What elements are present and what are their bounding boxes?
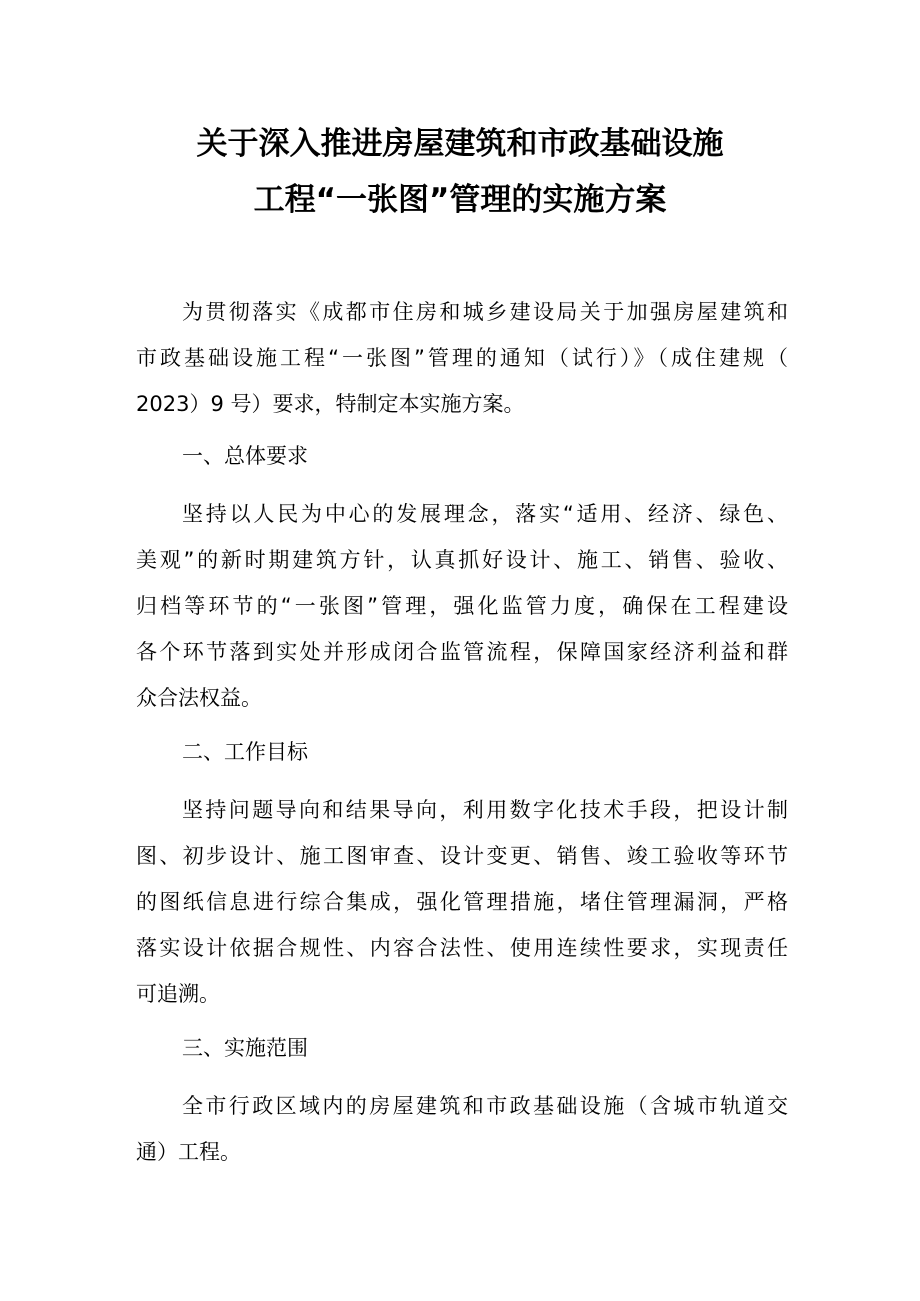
section2-line-3: 的图纸信息进行综合集成，强化管理措施，堵住管理漏洞，严格 [136,890,788,914]
section1-line-4: 各个环节落到实处并形成闭合监管流程，保障国家经济利益和群 [136,640,788,664]
section-heading-3: 三、实施范围 [182,1036,308,1060]
document-title-line-1: 关于深入推进房屋建筑和市政基础设施 [196,126,724,162]
section1-line-2: 美观”的新时期建筑方针，认真抓好设计、施工、销售、验收、 [136,548,788,572]
section2-line-4: 落实设计依据合规性、内容合法性、使用连续性要求，实现责任 [136,936,788,960]
section2-line-1: 坚持问题导向和结果导向，利用数字化技术手段，把设计制 [182,798,788,822]
section1-line-3: 归档等环节的“一张图”管理，强化监管力度，确保在工程建设 [136,594,788,618]
section3-line-1: 全市行政区域内的房屋建筑和市政基础设施（含城市轨道交 [182,1094,788,1118]
section1-line-1: 坚持以人民为中心的发展理念，落实“适用、经济、绿色、 [182,502,788,526]
intro-line-1: 为贯彻落实《成都市住房和城乡建设局关于加强房屋建筑和 [182,300,788,324]
document-title-line-2: 工程“一张图”管理的实施方案 [253,182,667,218]
section-heading-2: 二、工作目标 [182,740,308,764]
section3-line-2: 通）工程。 [136,1140,241,1164]
section-heading-1: 一、总体要求 [182,444,308,468]
intro-line-3: 2023）9 号）要求，特制定本实施方案。 [136,392,525,416]
section2-line-5: 可追溯。 [136,982,220,1006]
section2-line-2: 图、初步设计、施工图审查、设计变更、销售、竣工验收等环节 [136,844,788,868]
intro-line-2: 市政基础设施工程“一张图”管理的通知（试行）》（成住建规（ [136,346,788,370]
section1-line-5: 众合法权益。 [136,686,262,710]
